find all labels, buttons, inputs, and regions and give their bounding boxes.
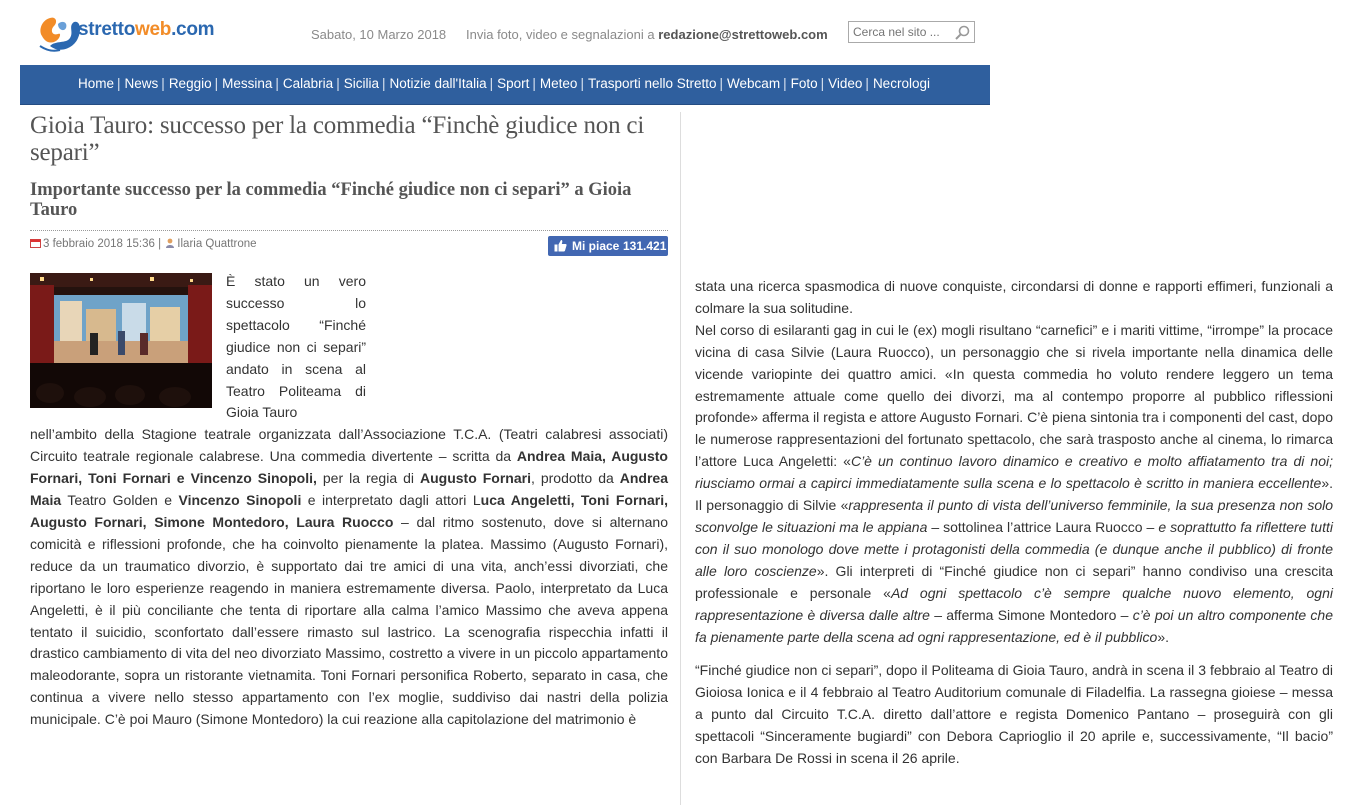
search-input[interactable]: [849, 22, 953, 42]
article-quote: C’è un continuo lavoro dinamico e creativo e molto affiatamento tra di noi; riusciamo ormai a capirci immediatamente sulla scena e lo spettacolo è scritto in maniera eccellente: [695, 453, 1334, 492]
main-nav: [20, 65, 990, 105]
article-intro-narrow: È stato un vero successo lo spettacolo “Finché giudice non ci separi” andato in scena al Teatro Politeama di Gioia Tauro: [226, 273, 366, 421]
nav-link-video[interactable]: Video: [828, 76, 863, 91]
article-text-bold: Augusto Fornari: [419, 470, 531, 487]
article-quote: c’è poi un altro componente che fa pienamente parte della scena ad ogni rappresentazione, ed è il pubblico: [695, 606, 1333, 645]
user-icon: [165, 238, 175, 248]
article-text: – dal ritmo sostenuto, dove si alternano comicità e riflessioni profonde, che ha coinvolto pienamente la platea. Massimo (Augusto Fornari), reduce da un traumatico divorzio, è supportato dai tre amici di una vita, anch’essi divorziati, che riportano le loro esperienze reagendo in maniera estremamente diversa. Paolo, interpretato da Luca Angeletti, è il più conciliante che tenta di riportare alla calma l’amico Massimo che aveva appena tentato il suicidio, sconfortato dall’essere rimasto sul lastrico. La scenografia rispecchia infatti il drastico cambiamento di vita del neo divorziato Massimo, costretto a vivere in un piccolo appartamento maleodorante, sopra un ristorante vietnamita. Toni Fornari personifica Roberto, separato in casa, che continua a vivere nello stesso appartamento con l’ex moglie, suddiviso dai nastri della polizia municipale. C’è poi Mauro (Simone Montedoro) la cui reazione alla capitolazione del matrimonio è: [30, 513, 668, 728]
nav-item: [586, 76, 725, 91]
article-text: , prodotto da: [530, 470, 620, 487]
article-text-bold: uca Angeletti, Toni Fornari, Augusto Fornari, Simone Montedoro, Laura Ruocco: [30, 492, 668, 530]
nav-separator: |: [719, 76, 724, 91]
article-text: Nel corso di esilaranti gag in cui le (ex) mogli risultano “carnefici” e i mariti vittime, “irrompe” la procace vicina di casa Silvie (Laura Ruocco), un personaggio che si rivela importante nella dinamica delle vicende variopinte dei quattro amici. «In questa commedia ho voluto rendere leggero un tema estremamente attuale come quello dei divorzi, ma al contempo proporre al pubblico riflessioni profonde» afferma il regista e attore Augusto Fornari. C’è piena sintonia tra i componenti del cast, dopo le numerose rappresentazioni del fortunato spettacolo, che sarà trasposto anche al cinema, lo rimarca l’attore Luca Angeletti: «: [695, 321, 1333, 470]
nav-item: [220, 76, 281, 91]
like-label: Mi piace: [572, 239, 620, 253]
nav-separator: |: [214, 76, 219, 91]
logo-text: [78, 19, 214, 41]
paragraph: “Finché giudice non ci separi”, dopo il Politeama di Gioia Tauro, andrà in scena il 3 febbraio al Teatro di Gioiosa Ionica e il 4 febbraio al Teatro Auditorium comunale di Filadelfia. La rassegna gioiese – messa a punto dal Circuito T.C.A. diretto dall’attore e regista Domenico Pantano – proseguirà con gli spettacoli “Sinceramente bugiardi” con Debora Caprioglio il 20 aprile e, successivamente, “Il bacio” con Barbara De Rossi in scena il 26 aprile.: [695, 662, 1333, 767]
article-main: [30, 112, 668, 728]
nav-separator: |: [275, 76, 279, 91]
theater-stage-image: [30, 273, 212, 408]
article-quote: rappresenta il punto di vista dell’universo femminile, la sua presenza non solo sconvolge le situazioni ma le appiana: [695, 497, 1334, 535]
header-submit-text: [466, 27, 828, 42]
paragraph-quotes: [695, 320, 1333, 649]
logo-part-2: web: [135, 19, 172, 40]
nav-separator: |: [532, 76, 536, 91]
strettoweb-logo-icon: [36, 10, 84, 56]
nav-link-trasporti-nello-stretto[interactable]: Trasporti nello Stretto: [587, 76, 717, 91]
nav-separator: |: [117, 76, 121, 91]
article-text: – sottolinea l’attrice Laura Ruocco –: [927, 518, 1159, 535]
logo-part-1: stretto: [78, 19, 136, 40]
nav-separator: |: [783, 76, 787, 91]
nav-item: [789, 76, 827, 91]
article-text: per la regia di: [316, 470, 420, 487]
nav-item: [387, 76, 495, 91]
paragraph: stata una ricerca spasmodica di nuove conquiste, circondarsi di donne e rapporti effimeri, funzionali a colmare la sua solitudine.: [695, 278, 1333, 316]
search-box: [848, 21, 975, 43]
article-text-bold: Vincenzo Sinopoli: [178, 492, 302, 509]
site-logo[interactable]: [36, 10, 246, 56]
nav-item: [725, 76, 789, 91]
nav-link-webcam[interactable]: Webcam: [727, 76, 781, 91]
thumbs-up-icon: [554, 239, 567, 252]
nav-separator: |: [336, 76, 340, 91]
article-title: Gioia Tauro: successo per la commedia “Finchè giudice non ci separi”: [30, 112, 645, 166]
nav-link-necrologi[interactable]: Necrologi: [872, 76, 930, 91]
nav-link-news[interactable]: News: [124, 76, 159, 91]
article-text: ». Il personaggio di Silvie «: [695, 475, 1333, 514]
nav-link-meteo[interactable]: Meteo: [539, 76, 578, 91]
site-header: [0, 0, 1350, 65]
nav-separator: |: [381, 76, 386, 91]
article-text: – afferma Simone Montedoro –: [929, 606, 1133, 623]
article-text: nell’ambito della Stagione teatrale organizzata dall’Associazione T.C.A. (Teatri calabresi associati) Circuito teatrale regionale calabrese. Una commedia divertente – scritta da: [30, 426, 668, 465]
nav-item: [495, 76, 538, 91]
logo-part-3: .com: [171, 19, 215, 40]
nav-item: [538, 76, 586, 91]
header-date: Sabato, 10 Marzo 2018: [311, 27, 447, 42]
meta-separator: |: [154, 238, 165, 250]
nav-item: [167, 76, 220, 91]
nav-list: [76, 76, 932, 91]
article-meta: [30, 238, 257, 250]
article-text: Teatro Golden e: [61, 492, 179, 509]
calendar-icon: [30, 238, 41, 248]
nav-item: [123, 76, 167, 91]
nav-link-home[interactable]: Home: [78, 76, 115, 91]
nav-item: [826, 76, 871, 91]
nav-link-sport[interactable]: Sport: [497, 76, 530, 91]
magnifier-icon[interactable]: [954, 24, 971, 41]
nav-link-sicilia[interactable]: Sicilia: [343, 76, 379, 91]
like-count: 131.421: [623, 239, 667, 253]
article-body-left: [30, 271, 668, 731]
column-divider: [680, 112, 681, 805]
nav-separator: |: [820, 76, 825, 91]
nav-separator: |: [489, 76, 494, 91]
article-quote: Ad ogni spettacolo c’è sempre qualche nuovo elemento, ogni rappresentazione è diversa dalle altre: [695, 584, 1333, 623]
article-text-bold: Andrea Maia, Augusto Fornari, Toni Fornari e Vincenzo Sinopoli,: [30, 448, 668, 487]
article-date: 3 febbraio 2018 15:36: [43, 238, 155, 250]
article-meta-row: [30, 230, 668, 256]
article-author[interactable]: Ilaria Quattrone: [177, 238, 257, 250]
article-text: ». Gli interpreti di “Finché giudice non ci separi” hanno condiviso una crescita professionale e personale «: [695, 562, 1333, 601]
article-photo[interactable]: [30, 273, 212, 408]
nav-link-foto[interactable]: Foto: [790, 76, 818, 91]
nav-separator: |: [865, 76, 869, 91]
nav-link-reggio[interactable]: Reggio: [168, 76, 212, 91]
nav-link-messina[interactable]: Messina: [222, 76, 273, 91]
nav-item: [342, 76, 388, 91]
submit-email-link[interactable]: redazione@strettoweb.com: [658, 27, 828, 42]
article-text-bold: Andrea Maia: [30, 470, 668, 509]
article-quote: e soprattutto fa riflettere tutti con il suo monologo dove mette i protagonisti della commedia (e dunque anche il pubblico) di fronte alle loro coscienze: [695, 518, 1333, 579]
submit-prefix: Invia foto, video e segnalazioni a: [466, 27, 659, 42]
article-subtitle: Importante successo per la commedia “Finché giudice non ci separi” a Gioia Tauro: [30, 180, 632, 220]
nav-item: [76, 76, 123, 91]
nav-item: [871, 76, 932, 91]
nav-item: [281, 76, 342, 91]
article-text: ».: [1157, 628, 1170, 645]
nav-link-notizie-dall-italia[interactable]: Notizie dall'Italia: [389, 76, 487, 91]
facebook-like-button[interactable]: [548, 236, 668, 256]
nav-link-calabria[interactable]: Calabria: [282, 76, 334, 91]
nav-separator: |: [161, 76, 165, 91]
article-text: e interpretato dagli attori L: [301, 492, 481, 509]
article-body-right: [695, 276, 1333, 770]
nav-separator: |: [580, 76, 584, 91]
